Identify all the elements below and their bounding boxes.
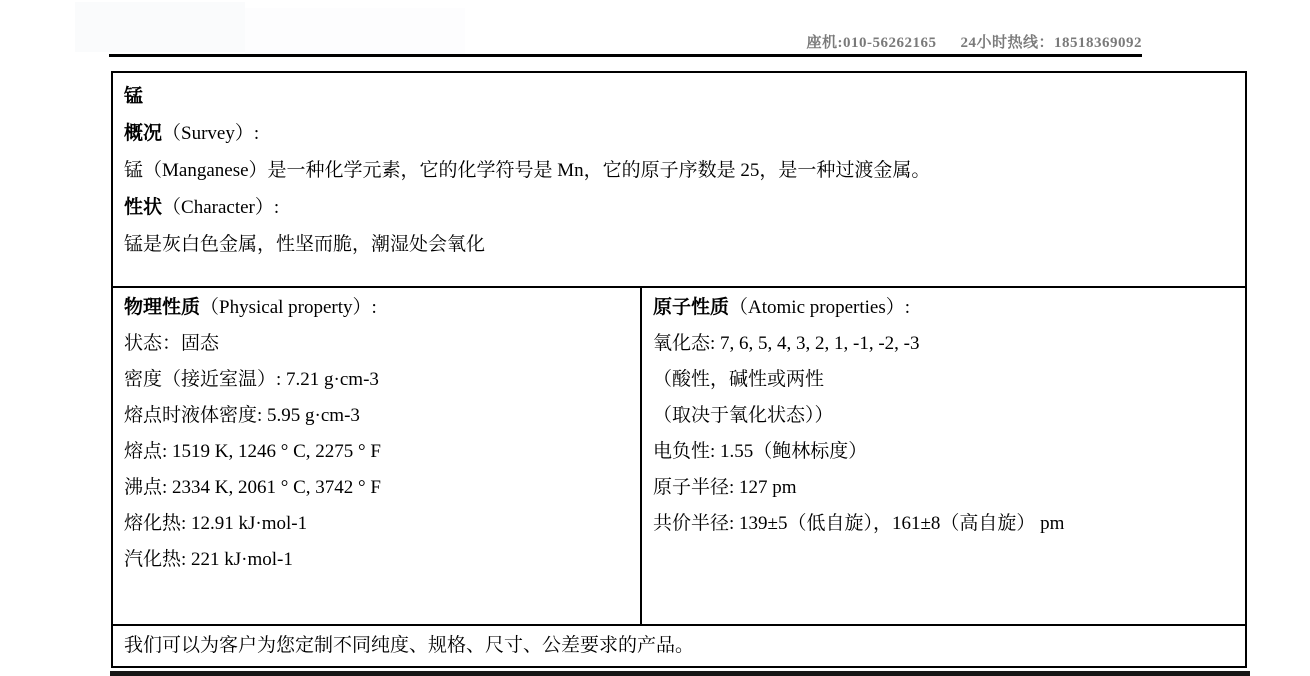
physical-row: 汽化热: 221 kJ·mol-1: [124, 549, 293, 570]
physical-row: 熔化热: 12.91 kJ·mol-1: [124, 513, 308, 534]
physical-heading-cn: 物理性质: [124, 297, 201, 318]
physical-row: 沸点: 2334 K, 2061 ° C, 3742 ° F: [124, 477, 381, 498]
atomic-row: （酸性，碱性或两性: [653, 369, 825, 390]
physical-heading-en: （Physical property）:: [200, 297, 377, 318]
physical-row: 密度（接近室温）: 7.21 g·cm-3: [124, 369, 379, 390]
header-contact-bar: [109, 31, 1142, 52]
character-text: 锰是灰白色金属，性坚而脆，潮湿处会氧化: [124, 234, 486, 255]
physical-heading: [124, 290, 630, 326]
hotline-number: 24小时热线：18518369092: [960, 35, 1142, 51]
survey-heading-en: （Survey）:: [162, 123, 260, 144]
survey-heading-cn: 概况: [124, 123, 163, 144]
atomic-heading-en: （Atomic properties）:: [729, 297, 911, 318]
physical-row: 状态：固态: [124, 333, 220, 354]
atomic-row: 原子半径: 127 pm: [653, 477, 797, 498]
element-info-table: [111, 71, 1247, 668]
properties-section: [113, 288, 1245, 626]
character-heading-cn: 性状: [124, 197, 163, 218]
atomic-properties-column: [642, 288, 1245, 624]
atomic-row: （取决于氧化状态））: [653, 405, 834, 426]
survey-text: 锰（Manganese）是一种化学元素，它的化学符号是 Mn，它的原子序数是 25，是一种过渡金属。: [124, 160, 931, 181]
physical-row: 熔点: 1519 K, 1246 ° C, 2275 ° F: [124, 441, 381, 462]
character-heading: [124, 189, 1233, 226]
physical-row: 熔点时液体密度: 5.95 g·cm-3: [124, 405, 360, 426]
header-divider-rule: [109, 54, 1142, 57]
atomic-row: 共价半径: 139±5（低自旋），161±8（高自旋） pm: [653, 513, 1065, 534]
physical-properties-column: [113, 288, 640, 624]
atomic-heading-cn: 原子性质: [653, 297, 730, 318]
custom-products-note: 我们可以为客户为您定制不同纯度、规格、尺寸、公差要求的产品。: [124, 635, 695, 656]
atomic-row: 氧化态: 7, 6, 5, 4, 3, 2, 1, -1, -2, -3: [653, 333, 920, 354]
survey-heading: [124, 115, 1233, 152]
intro-section: [113, 73, 1245, 288]
next-section-top-border: [110, 671, 1250, 676]
element-title: 锰: [124, 86, 144, 107]
landline-number: 座机:010-56262165: [806, 35, 937, 51]
atomic-row: 电负性: 1.55（鲍林标度）: [653, 441, 868, 462]
atomic-heading: [653, 290, 1235, 326]
character-heading-en: （Character）:: [162, 197, 280, 218]
